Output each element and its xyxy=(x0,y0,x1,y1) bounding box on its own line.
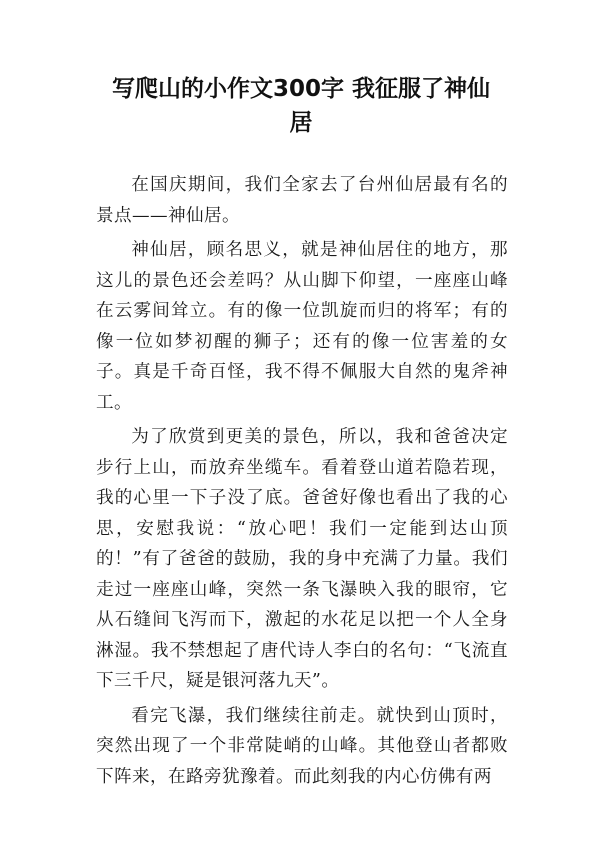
document-body xyxy=(96,170,508,796)
title-line-2: 居 xyxy=(289,110,313,136)
paragraph-2: 神仙居，顾名思义，就是神仙居住的地方，那这儿的景色还会差吗？从山脚下仰望，一座座山峰在云雾间耸立。有的像一位凯旋而归的将军；有的像一位如梦初醒的狮子；还有的像一位害羞的女子。真是千奇百怪，我不得不佩服大自然的鬼斧神工。 xyxy=(96,240,508,413)
title-line-1: 写爬山的小作文300字 我征服了神仙 xyxy=(111,76,491,102)
paragraph-1: 在国庆期间，我们全家去了台州仙居最有名的景点——神仙居。 xyxy=(96,175,508,226)
document-title xyxy=(96,72,506,140)
paragraph-4: 看完飞瀑，我们继续往前走。就快到山顶时，突然出现了一个非常陡峭的山峰。其他登山者都败下阵来，在路旁犹豫着。而此刻我的内心仿佛有两 xyxy=(96,705,508,787)
paragraph-3: 为了欣赏到更美的景色，所以，我和爸爸决定步行上山，而放弃坐缆车。看着登山道若隐若现，我的心里一下子没了底。爸爸好像也看出了我的心思，安慰我说：“放心吧！我们一定能到达山顶的！”有了爸爸的鼓励，我的身中充满了力量。我们走过一座座山峰，突然一条飞瀑映入我的眼帘，它从石缝间飞泻而下，激起的水花足以把一个人全身淋湿。我不禁想起了唐代诗人李白的名句：“飞流直下三千尺，疑是银河落九天”。 xyxy=(96,427,508,691)
